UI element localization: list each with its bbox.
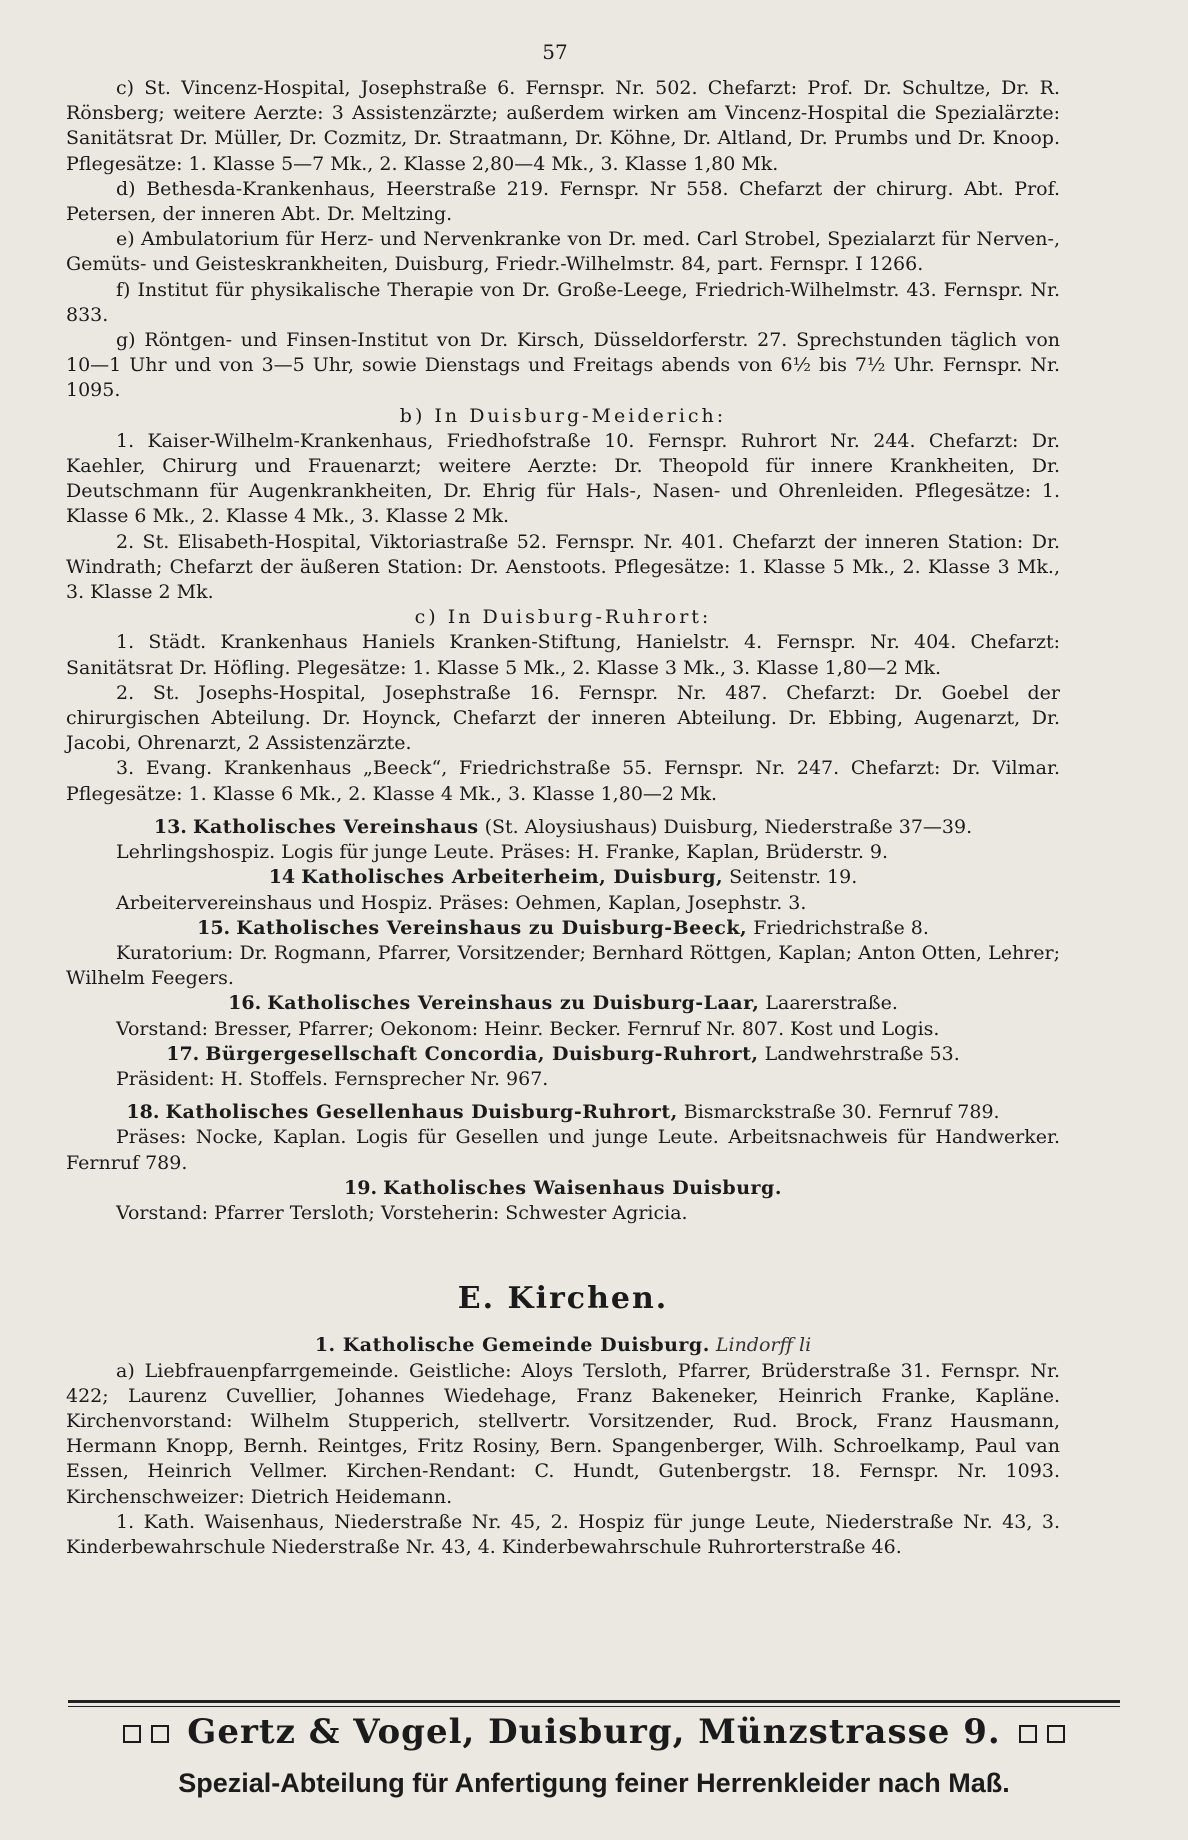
divider-rule [68,1700,1120,1703]
entry-heading: 16. Katholisches Vereinshaus zu Duisburg-Laar, Laarerstraße. [228,992,898,1015]
subsection-heading: c) In Duisburg-Ruhrort: [414,606,712,629]
page-number: 57 [542,40,568,64]
entry-heading: 17. Bürgergesellschaft Concordia, Duisburg-Ruhrort, Landwehrstraße 53. [166,1042,960,1065]
page-content [66,76,1060,1560]
paragraph: d) Bethesda-Krankenhaus, Heerstraße 219. Fernspr. Nr 558. Chefarzt der chirurg. Abt. Prof. Petersen, der inneren Abt. Dr. Meltzing. [66,177,1060,226]
divider-rule [68,1706,1120,1707]
entry-body: Arbeitervereinshaus und Hospiz. Präses: Oehmen, Kaplan, Josephstr. 3. [116,891,807,914]
paragraph: 1. Kath. Waisenhaus, Niederstraße Nr. 45, 2. Hospiz für junge Leute, Niederstraße Nr. 43, 3. Kinderbewahrschule Niederstraße Nr. 43, 4. Kinderbewahrschule Ruhrorterstraße 46. [66,1510,1060,1558]
box-ornament-icon [1047,1725,1065,1743]
entry-body: Präsident: H. Stoffels. Fernsprecher Nr. 967. [116,1067,549,1090]
entry-heading: 18. Katholisches Gesellenhaus Duisburg-Ruhrort, Bismarckstraße 30. Fernruf 789. [126,1101,1000,1124]
box-ornament-icon [151,1725,169,1743]
handwritten-note: Lindorff li [715,1334,812,1357]
entry-heading: 15. Katholisches Vereinshaus zu Duisburg-Beeck, Friedrichstraße 8. [197,916,929,939]
paragraph: e) Ambulatorium für Herz- und Nervenkranke von Dr. med. Carl Strobel, Spezialarzt für Nerven-, Gemüts- und Geisteskrankheiten, Duisburg, Friedr.-Wilhelmstr. 84, part. Fernspr. I 1266. [66,228,1060,276]
entry-body: Vorstand: Bresser, Pfarrer; Oekonom: Heinr. Becker. Fernruf Nr. 807. Kost und Logis. [116,1017,940,1040]
entry-body: Lehrlingshospiz. Logis für junge Leute. Präses: H. Franke, Kaplan, Brüderstr. 9. [116,841,889,864]
paragraph: 2. St. Josephs-Hospital, Josephstraße 16. Fernspr. Nr. 487. Chefarzt: Dr. Goebel der chirurgischen Abteilung. Dr. Hoynck, Chefarzt der inneren Abteilung. Dr. Ebbing, Augenarzt, Dr. Jacobi, Ohrenarzt, 2 Assistenzärzte. [66,681,1060,755]
paragraph: 3. Evang. Krankenhaus „Beeck“, Friedrichstraße 55. Fernspr. Nr. 247. Chefarzt: Dr. Vilmar. Pflegesätze: 1. Klasse 6 Mk., 2. Klasse 4 Mk., 3. Klasse 1,80—2 Mk. [66,757,1060,805]
box-ornament-icon [1019,1725,1037,1743]
subsection-heading: b) In Duisburg-Meiderich: [399,404,727,427]
box-ornament-icon [123,1725,141,1743]
paragraph: 2. St. Elisabeth-Hospital, Viktoriastraße 52. Fernspr. Nr. 401. Chefarzt der inneren Station: Dr. Windrath; Chefarzt der äußeren Station: Dr. Aenstoots. Pflegesätze: 1. Klasse 5 Mk., 2. Klasse 3 Mk., 3. Klasse 2 Mk. [66,530,1060,604]
entry-body: Kuratorium: Dr. Rogmann, Pfarrer, Vorsitzender; Bernhard Röttgen, Kaplan; Anton Otten, Lehrer; Wilhelm Feegers. [66,941,1060,990]
section-title: E. Kirchen. [457,1281,669,1317]
entry-heading: 19. Katholisches Waisenhaus Duisburg. [344,1176,782,1199]
paragraph: 1. Städt. Krankenhaus Haniels Kranken-Stiftung, Hanielstr. 4. Fernspr. Nr. 404. Chefarzt: Sanitätsrat Dr. Höfling. Plegesätze: 1. Klasse 5 Mk., 2. Klasse 3 Mk., 3. Klasse 1,80—2 Mk. [66,631,1060,679]
paragraph: 1. Kaiser-Wilhelm-Krankenhaus, Friedhofstraße 10. Fernspr. Ruhrort Nr. 244. Chefarzt: Dr. Kaehler, Chirurg und Frauenarzt; weitere Aerzte: Dr. Theopold für innere Krankheiten, Dr. Deutschmann für Augenkrankheiten, Dr. Ehrig für Hals-, Nasen- und Ohrenleiden. Pflegesätze: 1. Klasse 6 Mk., 2. Klasse 4 Mk., 3. Klasse 2 Mk. [66,429,1060,528]
entry-heading: 13. Katholisches Vereinshaus (St. Aloysiushaus) Duisburg, Niederstraße 37—39. [153,815,973,838]
paragraph: c) St. Vincenz-Hospital, Josephstraße 6. Fernspr. Nr. 502. Chefarzt: Prof. Dr. Schultze, Dr. R. Rönsberg; weitere Aerzte: 3 Assistenzärzte; außerdem wirken am Vincenz-Hospital die Spezialärzte: Sanitätsrat Dr. Müller, Dr. Cozmitz, Dr. Straatmann, Dr. Köhne, Dr. Altland, Dr. Prumbs und Dr. Knoop. Pflegesätze: 1. Klasse 5—7 Mk., 2. Klasse 2,80—4 Mk., 3. Klasse 1,80 Mk. [66,77,1060,175]
paragraph: a) Liebfrauenpfarrgemeinde. Geistliche: Aloys Tersloth, Pfarrer, Brüderstraße 31. Fernspr. Nr. 422; Laurenz Cuvellier, Johannes Wiedehage, Franz Bakeneker, Heinrich Franke, Kapläne. Kirchenvorstand: Wilhelm Stupperich, stellvertr. Vorsitzender, Rud. Brock, Franz Hausmann, Hermann Knopp, Bernh. Reintges, Fritz Rosiny, Bern. Spangenberger, Wilh. Schroelkamp, Paul van Essen, Heinrich Vellmer. Kirchen-Rendant: C. Hundt, Gutenbergstr. 18. Fernspr. Nr. 1093. Kirchenschweizer: Dietrich Heidemann. [66,1359,1060,1508]
entry-heading: 14 Katholisches Arbeiterheim, Duisburg, Seitenstr. 19. [268,866,858,889]
advertisement-subline: Spezial-Abteilung für Anfertigung feiner Herrenkleider nach Maß. [178,1768,1010,1798]
paragraph: f) Institut für physikalische Therapie von Dr. Große-Leege, Friedrich-Wilhelmstr. 43. Fernspr. Nr. 833. [66,278,1060,326]
entry-body: Vorstand: Pfarrer Tersloth; Vorsteherin: Schwester Agricia. [116,1201,688,1224]
section-subtitle: 1. Katholische Gemeinde Duisburg. Lindorff li [314,1334,812,1357]
paragraph: g) Röntgen- und Finsen-Institut von Dr. Kirsch, Düsseldorferstr. 27. Sprechstunden täglich von 10—1 Uhr und von 3—5 Uhr, sowie Dienstags und Freitags abends von 6½ bis 7½ Uhr. Fernspr. Nr. 1095. [66,329,1060,402]
entry-body: Präses: Nocke, Kaplan. Logis für Gesellen und junge Leute. Arbeitsnachweis für Handwerker. Fernruf 789. [66,1126,1060,1174]
advertisement-line: Gertz & Vogel, Duisburg, Münzstrasse 9. [60,1712,1128,1752]
